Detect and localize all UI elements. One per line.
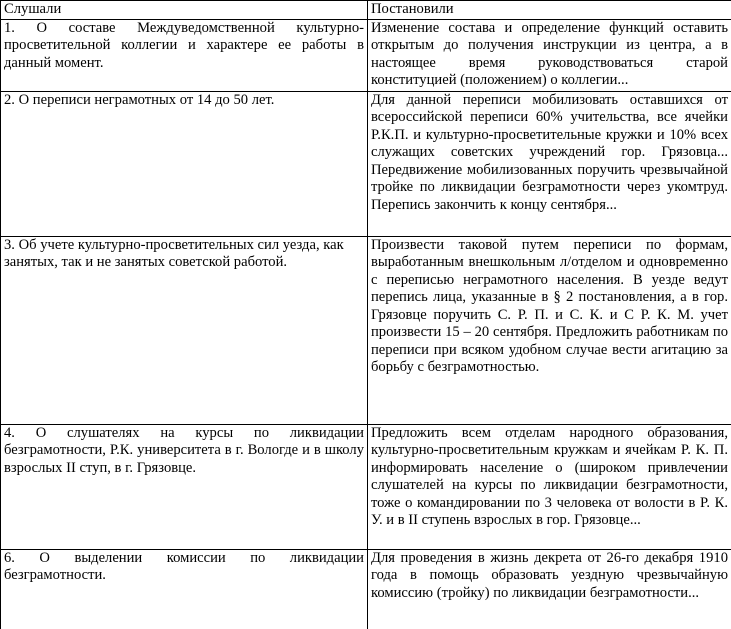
heard-cell [1,19,368,91]
resolved-cell [368,236,731,424]
heard-text: 2. О переписи неграмотных от 14 до 50 лет. [4,92,364,110]
heard-cell [1,549,368,629]
resolved-cell [368,424,731,549]
heard-text: 4. О слушателях на курсы по ликвидации безграмотности, Р.К. университета в г. Вологде и в школу взрослых II ступ, в г. Грязовце. [4,425,364,478]
table-row [1,19,731,91]
resolved-text: Изменение состава и определение функций оставить открытым до получения инструкции из центра, а в настоящее время руководствоваться старой конституцией (положением) о коллегии... [371,20,728,90]
table-row [1,236,731,424]
resolved-text: Для данной переписи мобилизовать оставшихся от всероссийской переписи 60% учительства, все ячейки Р.К.П. и культурно-просветительные кружки и 10% всех служащих советских учреждений гор. Грязовца... Передвижение мобилизованных поручить чрезвычайной тройке по ликвидации безграмотности через укомтруд. Перепись закончить к концу сентября... [371,92,728,215]
heard-text: 1. О составе Междуведомственной культурно-просветительной коллегии и характере ее работы в данный момент. [4,20,364,73]
heard-cell [1,91,368,236]
heard-cell [1,424,368,549]
heard-text: 6. О выделении комиссии по ликвидации безграмотности. [4,550,364,585]
column-header-heard: Слушали [1,1,368,20]
heard-cell [1,236,368,424]
resolved-text: Для проведения в жизнь декрета от 26-го декабря 1910 года в помощь образовать уездную чрезвычайную комиссию (тройку) по ликвидации безграмотности... [371,550,728,603]
resolved-text: Предложить всем отделам народного образования, культурно-просветительным кружкам и ячейкам Р. К. П. информировать население о (широком привлечении слушателей на курсы по ликвидации безграмотности, тоже о командировании по 3 человека от волости в Р. К. У. и в II ступень взрослых в гор. Грязовце... [371,425,728,530]
table-row [1,549,731,629]
table-row [1,424,731,549]
resolved-cell [368,19,731,91]
heard-text: 3. Об учете культурно-просветительных сил уезда, как занятых, так и не занятых советской работой. [4,237,364,272]
resolved-text: Произвести таковой путем переписи по формам, выработанным внешкольным л/отделом и одновременно с переписью неграмотного населения. В уезде ведут перепись лица, указанные в § 2 постановления, а в гор. Грязовце поручить С. Р. П. и С. К. и С Р. К. М. учет произвести 15 – 20 сентября. Предложить работникам по переписи при всяком удобном случае вести агитацию за борьбу с безграмотностью. [371,237,728,377]
resolved-cell [368,91,731,236]
header-row [1,1,731,20]
table-row [1,91,731,236]
column-header-resolved: Постановили [368,1,731,20]
resolved-cell [368,549,731,629]
